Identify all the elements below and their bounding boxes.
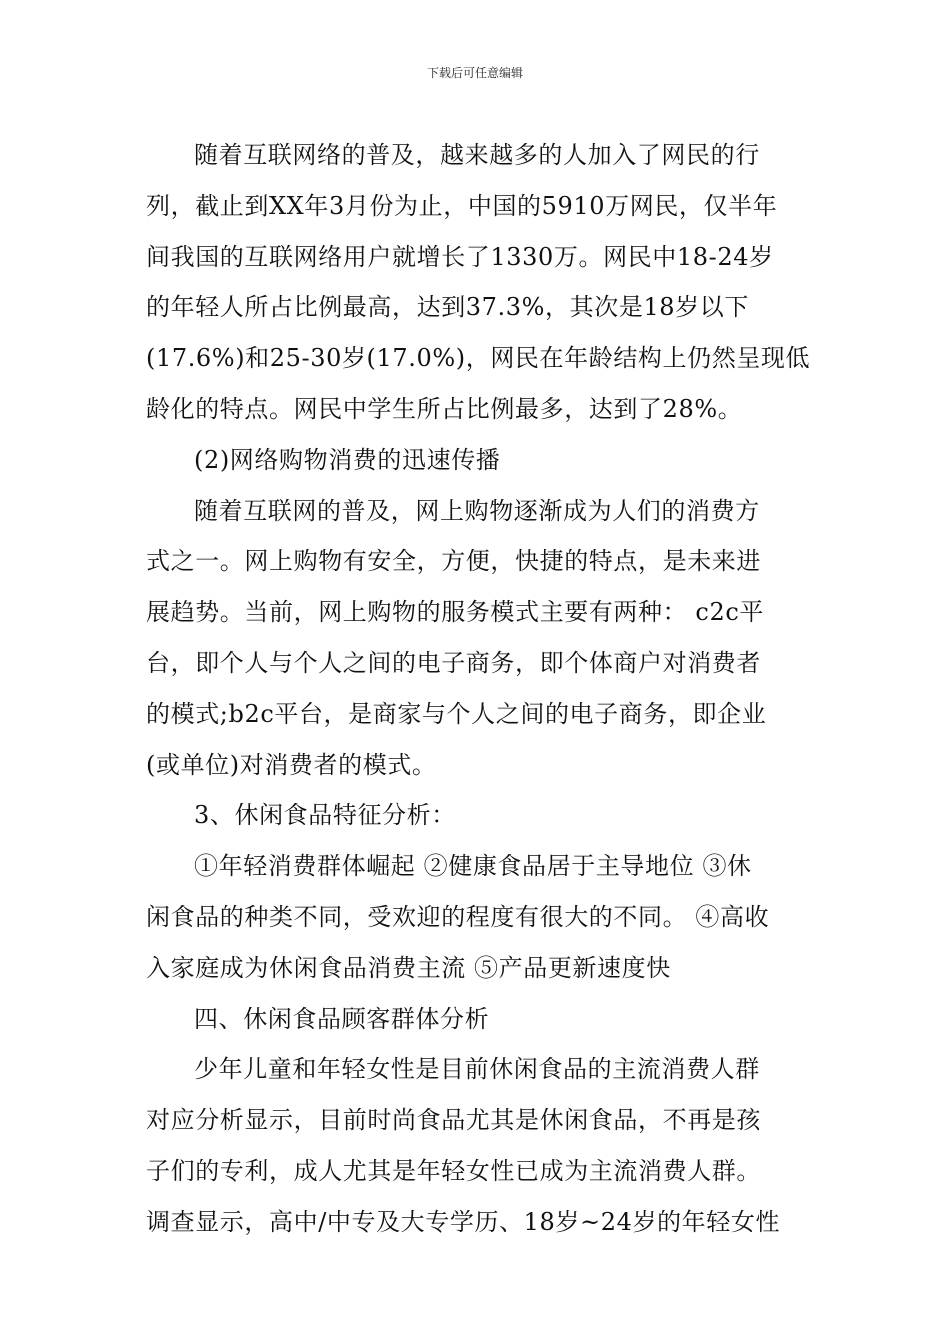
text-line: 子们的专利，成人尤其是年轻女性已成为主流消费人群。 (146, 1156, 761, 1185)
text-line: 的模式;b2c平台，是商家与个人之间的电子商务，即企业 (146, 699, 767, 728)
text-line: 对应分析显示，目前时尚食品尤其是休闲食品，不再是孩 (146, 1106, 761, 1135)
paragraph-customer-groups (146, 1044, 810, 1247)
text-line: 少年儿童和年轻女性是目前休闲食品的主流消费人群 (194, 1055, 760, 1084)
text-line: (2)网络购物消费的迅速传播 (194, 445, 501, 474)
text-line: 调查显示，高中/中专及大专学历、18岁~24岁的年轻女性 (146, 1207, 781, 1236)
paragraph-snack-features (146, 841, 810, 993)
text-line: 随着互联网的普及，网上购物逐渐成为人们的消费方 (194, 496, 760, 525)
section-heading-online-shopping (146, 435, 810, 486)
document-body (146, 130, 810, 1248)
text-line: 间我国的互联网络用户就增长了1330万。网民中18-24岁 (146, 242, 774, 271)
text-line: 的年轻人所占比例最高，达到37.3%，其次是18岁以下 (146, 293, 749, 322)
text-line: 列，截止到XX年3月份为止，中国的5910万网民，仅半年 (146, 191, 778, 220)
text-line: 四、休闲食品顾客群体分析 (194, 1004, 490, 1033)
text-line: (或单位)对消费者的模式。 (146, 750, 437, 779)
page-header: 下载后可任意编辑 (426, 66, 523, 80)
section-heading-customer-groups (146, 994, 810, 1045)
text-line: 式之一。网上购物有安全，方便，快捷的特点，是未来进 (146, 547, 761, 576)
text-line: 3、休闲食品特征分析： (194, 801, 456, 830)
text-line: 台，即个人与个人之间的电子商务，即个体商户对消费者 (146, 648, 761, 677)
paragraph-internet-users (146, 130, 810, 435)
text-line: 入家庭成为休闲食品消费主流 ⑤产品更新速度快 (146, 953, 671, 982)
text-line: 展趋势。当前，网上购物的服务模式主要有两种： c2c平 (146, 598, 764, 627)
text-line: 龄化的特点。网民中学生所占比例最多，达到了28%。 (146, 394, 743, 423)
paragraph-online-shopping (146, 486, 810, 791)
text-line: ①年轻消费群体崛起 ②健康食品居于主导地位 ③休 (194, 852, 752, 881)
text-line: 随着互联网络的普及，越来越多的人加入了网民的行 (194, 141, 760, 169)
text-line: 闲食品的种类不同，受欢迎的程度有很大的不同。 ④高收 (146, 902, 770, 931)
section-heading-snack-features (146, 790, 810, 841)
text-line: (17.6%)和25-30岁(17.0%)，网民在年龄结构上仍然呈现低 (146, 344, 811, 373)
